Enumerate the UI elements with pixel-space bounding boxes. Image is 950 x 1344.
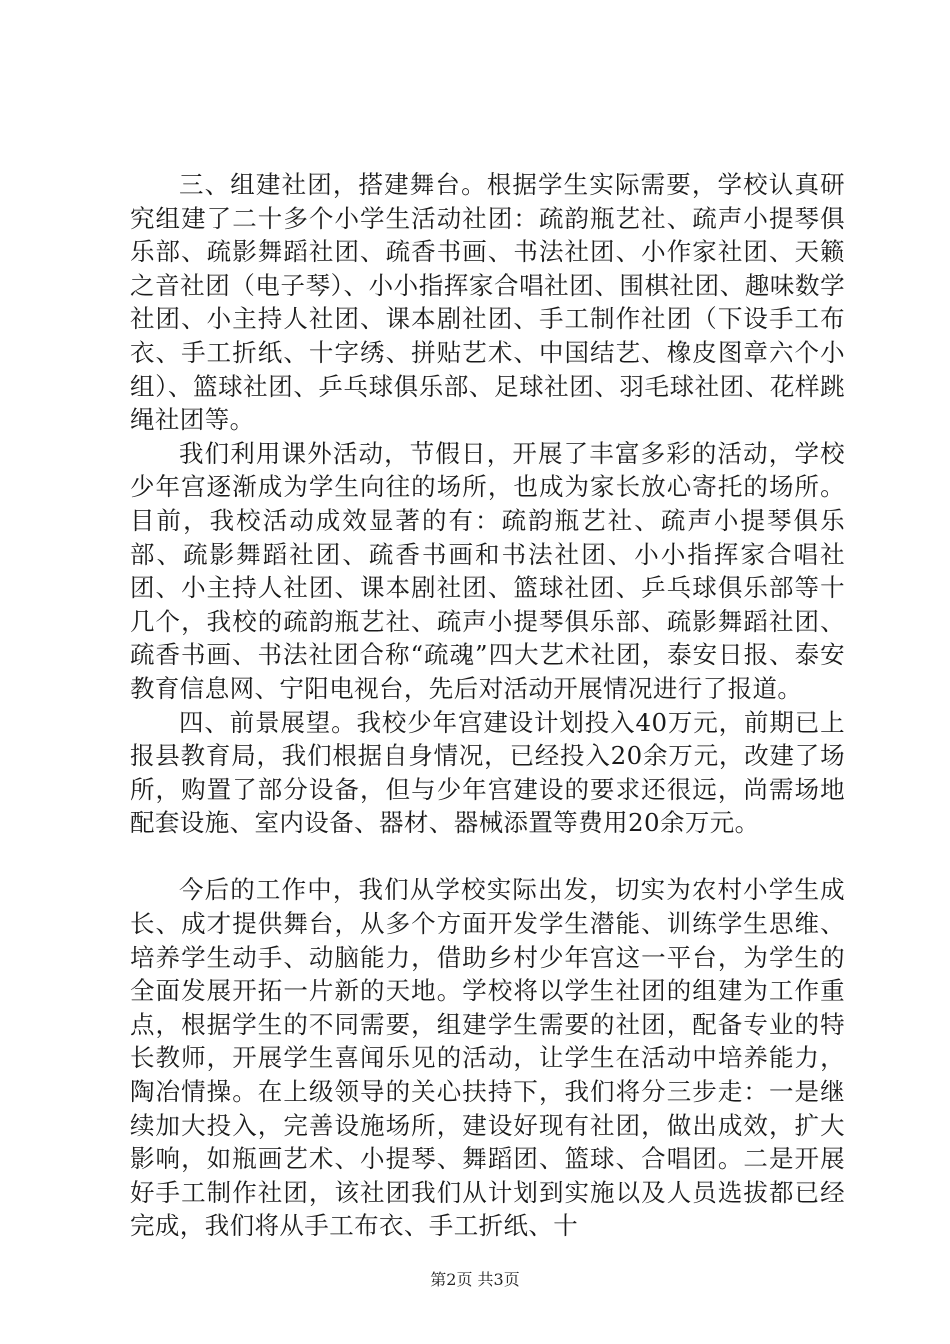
page-footer: 第2页 共3页 [430, 1270, 520, 1289]
paragraph-activity-results: 我们利用课外活动，节假日，开展了丰富多彩的活动，学校少年宫逐渐成为学生向往的场所，也成为家长放心寄托的场所。目前，我校活动成效显著的有：疏韵瓶艺社、疏声小提琴俱乐部、疏影舞蹈社团、疏香书画和书法社团、小小指挥家合唱社团、小主持人社团、课本剧社团、篮球社团、乒乓球俱乐部等十几个，我校的疏韵瓶艺社、疏声小提琴俱乐部、疏影舞蹈社团、疏香书画、书法社团合称“疏魂”四大艺术社团，泰安日报、泰安教育信息网、宁阳电视台，先后对活动开展情况进行了报道。 [130, 438, 845, 703]
paragraph-future-work: 今后的工作中，我们从学校实际出发，切实为农村小学生成长、成才提供舞台，从多个方面开发学生潜能、训练学生思维、培养学生动手、动脑能力，借助乡村少年宫这一平台，为学生的全面发展开拓一片新的天地。学校将以学生社团的组建为工作重点，根据学生的不同需要，组建学生需要的社团，配备专业的特长教师，开展学生喜闻乐见的活动，让学生在活动中培养能力，陶冶情操。在上级领导的关心扶持下，我们将分三步走：一是继续加大投入，完善设施场所，建设好现有社团，做出成效，扩大影响，如瓶画艺术、小提琴、舞蹈团、篮球、合唱团。二是开展好手工制作社团，该社团我们从计划到实施以及人员选拔都已经完成，我们将从手工布衣、手工折纸、十 [130, 875, 845, 1241]
paragraph-future-outlook: 四、前景展望。我校少年宫建设计划投入40万元，前期已上报县教育局，我们根据自身情况，已经投入20余万元，改建了场所，购置了部分设备，但与少年宫建设的要求还很远，尚需场地配套设施、室内设备、器材、器械添置等费用20余万元。 [130, 707, 845, 838]
paragraph-club-formation: 三、组建社团，搭建舞台。根据学生实际需要，学校认真研究组建了二十多个小学生活动社团：疏韵瓶艺社、疏声小提琴俱乐部、疏影舞蹈社团、疏香书画、书法社团、小作家社团、天籁之音社团（电子琴）、小小指挥家合唱社团、围棋社团、趣味数学社团、小主持人社团、课本剧社团、手工制作社团（下设手工布衣、手工折纸、十字绣、拼贴艺术、中国结艺、橡皮图章六个小组）、篮球社团、乒乓球俱乐部、足球社团、羽毛球社团、花样跳绳社团等。 [130, 170, 845, 435]
document-body [130, 168, 845, 1243]
